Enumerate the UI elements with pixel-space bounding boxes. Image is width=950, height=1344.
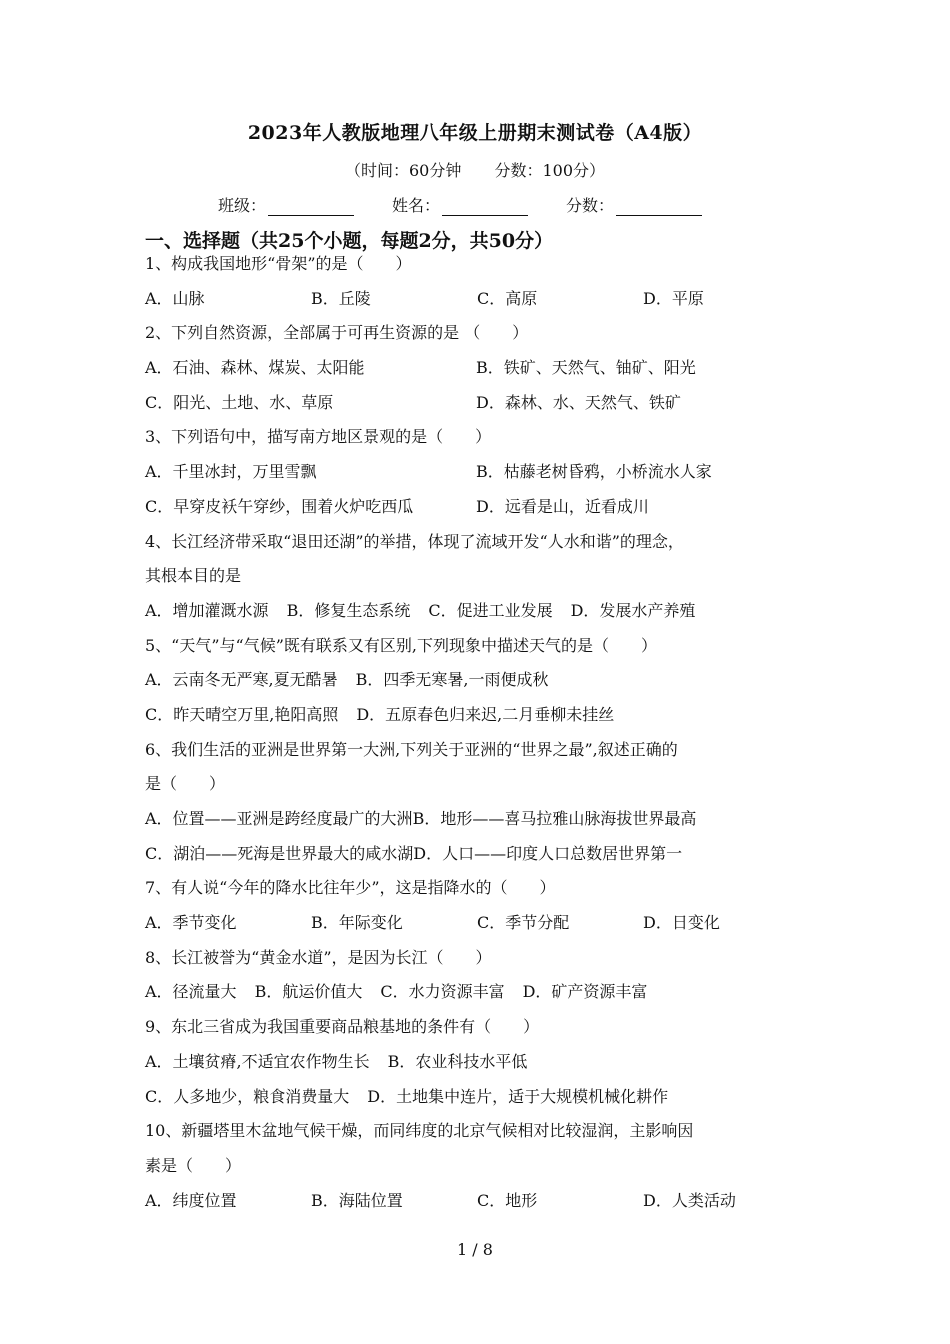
option-row [145,1188,825,1223]
answer-option[interactable]: C．水力资源丰富 [380,982,505,1002]
answer-option[interactable]: B．年际变化 [311,913,403,933]
score-blank[interactable] [616,197,702,216]
answer-option[interactable]: D．五原春色归来迟,二月垂柳未挂丝 [356,704,615,724]
answer-option[interactable]: C．高原 [477,288,538,308]
question-stem: 其根本目的是 [145,566,242,586]
option-row [145,355,825,390]
answer-option[interactable]: C．早穿皮袄午穿纱，围着火炉吃西瓜 [145,496,414,516]
option-row [145,390,825,425]
answer-option[interactable]: C．阳光、土地、水、草原 [145,392,334,412]
answer-option[interactable]: B．海陆位置 [311,1190,403,1210]
answer-option[interactable]: C．促进工业发展 [428,600,553,620]
exam-time: （时间：60分钟 [344,161,462,180]
answer-option[interactable]: D．平原 [643,288,704,308]
answer-option[interactable]: B．丘陵 [311,288,371,308]
section-heading: 一、选择题（共25个小题，每题2分，共50分） [145,230,554,252]
name-blank[interactable] [442,197,528,216]
question-stem: 6、我们生活的亚洲是世界第一大洲,下列关于亚洲的“世界之最”,叙述正确的 [145,739,678,759]
option-row [145,494,825,529]
answer-option[interactable]: A．径流量大 [145,982,237,1002]
answer-option[interactable]: B．修复生态系统 [286,600,411,620]
answer-option[interactable]: B．地形——喜马拉雅山脉海拔世界最高 [412,809,697,828]
question-stem: 素是（ ） [145,1155,242,1175]
answer-option[interactable]: A．千里冰封，万里雪飘 [145,462,317,482]
option-row [145,1049,825,1084]
answer-option[interactable]: D．矿产资源丰富 [522,982,648,1002]
question-stem: 是（ ） [145,774,226,794]
option-row [145,1084,825,1119]
question-stem: 2、下列自然资源，全部属于可再生资源的是 （ ） [145,323,529,343]
question-stem: 9、东北三省成为我国重要商品粮基地的条件有（ ） [145,1017,540,1037]
answer-option[interactable]: D．土地集中连片，适于大规模机械化耕作 [367,1086,669,1106]
exam-title: 2023年人教版地理八年级上册期末测试卷（A4版） [247,122,703,144]
question-stem: 5、“天气”与“气候”既有联系又有区别,下列现象中描述天气的是（ ） [145,635,657,655]
answer-option[interactable]: A．位置——亚洲是跨经度最广的大洲 [145,809,413,828]
class-blank[interactable] [268,197,354,216]
answer-option[interactable]: A．纬度位置 [145,1190,237,1210]
option-row [145,910,825,945]
option-row [145,979,825,1014]
option-row [145,598,825,633]
answer-option[interactable]: B．航运价值大 [254,982,363,1002]
name-field[interactable]: 姓名： [392,193,528,216]
question-stem: 7、有人说“今年的降水比往年少”，这是指降水的（ ） [145,878,556,898]
question-stem: 3、下列语句中，描写南方地区景观的是（ ） [145,427,492,447]
answer-option[interactable]: B．农业科技水平低 [387,1051,528,1071]
question-stem: 1、构成我国地形“骨架”的是（ ） [145,254,412,273]
answer-option[interactable]: A．石油、森林、煤炭、太阳能 [145,358,365,378]
answer-option[interactable]: D．日变化 [643,913,720,933]
question-stem: 4、长江经济带采取“退田还湖”的举措，体现了流域开发“人水和谐”的理念， [145,531,684,551]
option-row [145,841,825,876]
answer-option[interactable]: D．发展水产养殖 [570,600,696,620]
score-field[interactable]: 分数： [566,193,702,216]
answer-option[interactable]: B．铁矿、天然气、铀矿、阳光 [476,358,696,378]
answer-option[interactable]: C．昨天晴空万里,艳阳高照 [145,704,339,724]
answer-option[interactable]: D．远看是山，近看成川 [476,496,649,516]
option-row [145,806,825,841]
exam-total-score: 分数：100分） [494,161,605,180]
answer-option[interactable]: A．增加灌溉水源 [145,600,269,620]
question-list [145,251,825,1222]
answer-option[interactable]: B．枯藤老树昏鸦，小桥流水人家 [476,462,712,482]
page-number: 1 / 8 [457,1240,493,1259]
answer-option[interactable]: B．四季无寒暑,一雨便成秋 [355,670,549,690]
option-row [145,459,825,494]
option-row [145,286,825,321]
answer-option[interactable]: C．季节分配 [477,913,570,933]
question-stem: 10、新疆塔里木盆地气候干燥，而同纬度的北京气候相对比较湿润，主影响因 [145,1121,694,1141]
answer-option[interactable]: D．森林、水、天然气、铁矿 [476,392,681,412]
answer-option[interactable]: A．土壤贫瘠,不适宜农作物生长 [145,1051,370,1071]
question-stem: 8、长江被誉为“黄金水道”，是因为长江（ ） [145,947,492,967]
class-field[interactable]: 班级： [218,193,354,216]
option-row [145,667,825,702]
answer-option[interactable]: D．人口——印度人口总数居世界第一 [413,843,683,863]
answer-option[interactable]: A．云南冬无严寒,夏无酷暑 [145,670,338,690]
answer-option[interactable]: C．人多地少，粮食消费量大 [145,1086,350,1106]
answer-option[interactable]: D．人类活动 [643,1190,736,1210]
answer-option[interactable]: C．地形 [477,1190,538,1210]
answer-option[interactable]: C．湖泊——死海是世界最大的咸水湖 [145,843,414,863]
option-row [145,702,825,737]
student-info-fields [218,193,702,216]
exam-meta [0,158,950,181]
answer-option[interactable]: A．季节变化 [145,913,237,933]
answer-option[interactable]: A．山脉 [145,288,205,308]
